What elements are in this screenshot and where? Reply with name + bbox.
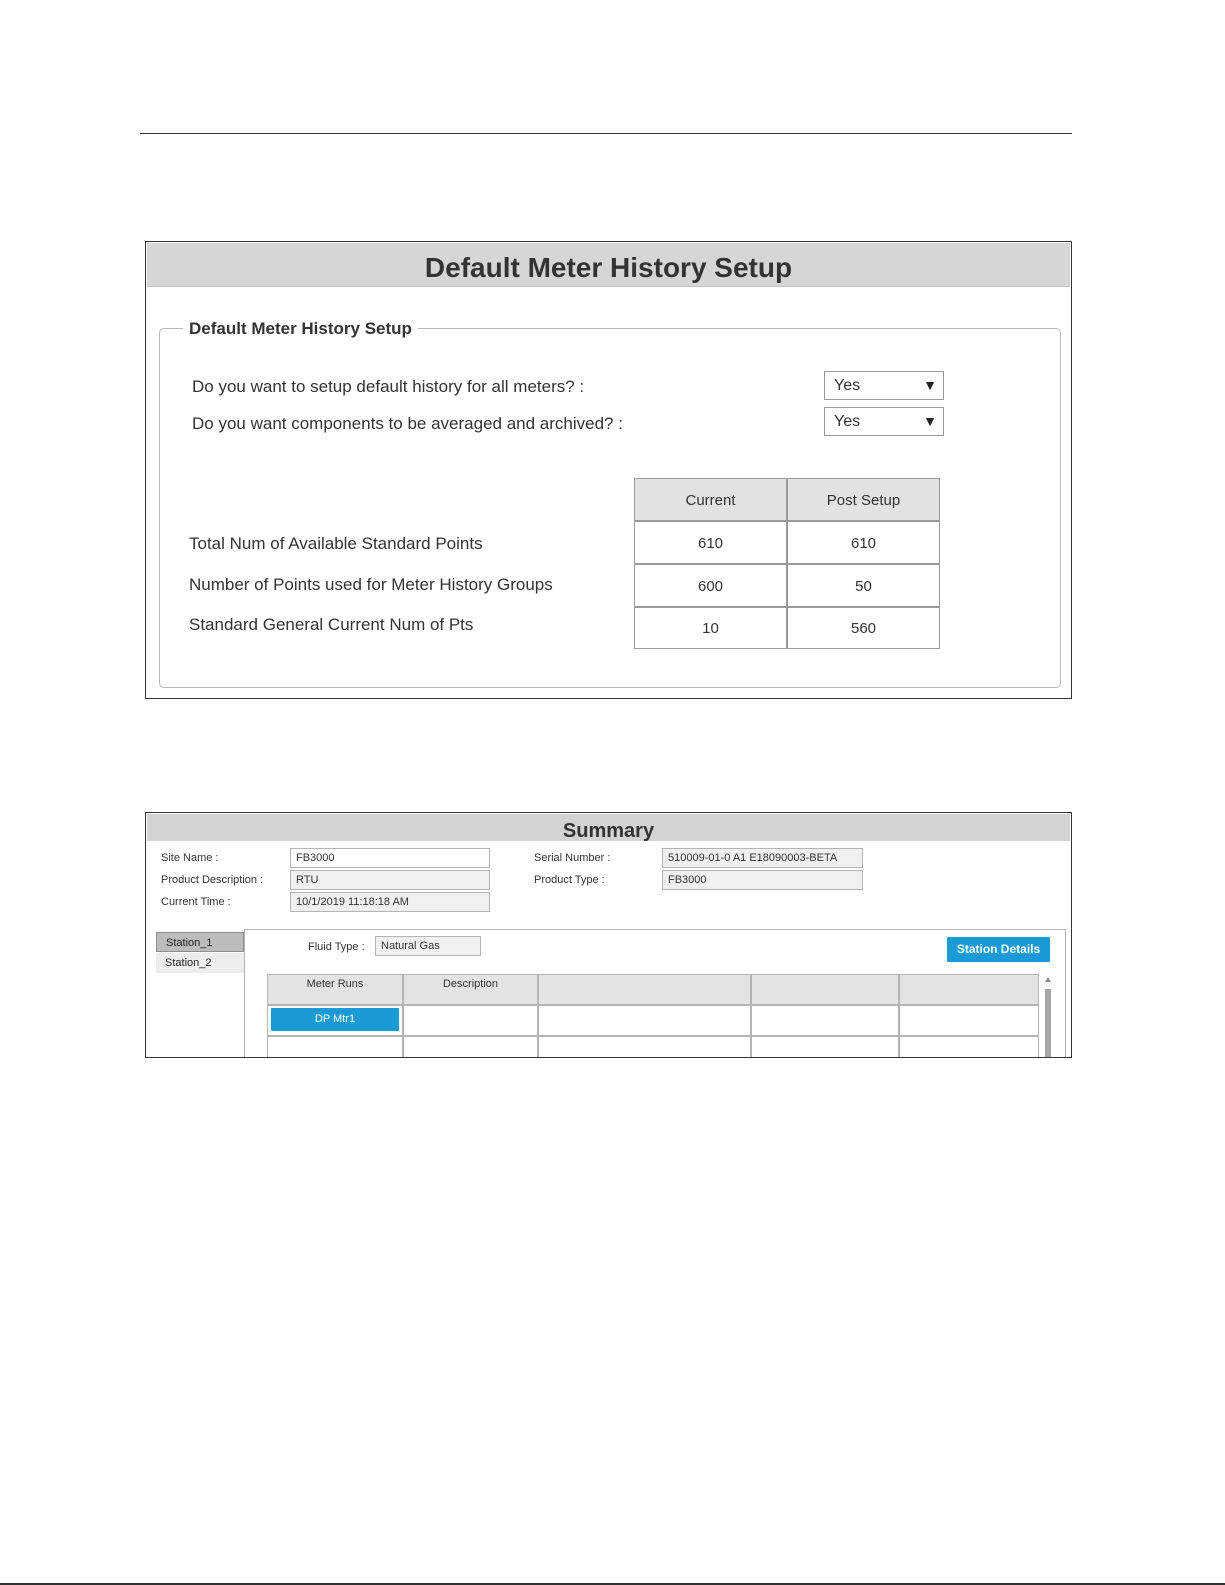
- current-time-label: Current Time :: [161, 896, 231, 908]
- scroll-up-icon[interactable]: [1044, 976, 1052, 984]
- components-averaged-select[interactable]: [824, 407, 944, 436]
- history-setup-title: Default Meter History Setup: [147, 243, 1070, 287]
- question-components-averaged: Do you want components to be averaged and archived? :: [192, 414, 623, 433]
- station-details-button[interactable]: Station Details: [947, 937, 1050, 962]
- fluid-type-label: Fluid Type :: [308, 941, 365, 953]
- summary-title: Summary: [147, 814, 1070, 841]
- default-history-select-value: Yes: [834, 377, 861, 394]
- column-header-meter-runs: Meter Runs: [267, 974, 403, 1005]
- general-points-post: 560: [787, 607, 940, 649]
- product-description-label: Product Description :: [161, 874, 264, 886]
- site-name-label: Site Name :: [161, 852, 219, 864]
- column-header-description: Description: [403, 974, 538, 1005]
- serial-number-field: 510009-01-0 A1 E18090003-BETA: [662, 848, 863, 868]
- table-row-cell: [538, 1036, 751, 1058]
- table-row-cell: [267, 1036, 403, 1058]
- column-header-current: Current: [634, 478, 787, 521]
- default-history-select[interactable]: [824, 371, 944, 400]
- history-setup-window: [145, 241, 1072, 699]
- components-averaged-select-value: Yes: [834, 413, 861, 430]
- history-group-points-current: 600: [634, 564, 787, 607]
- history-group-points-post: 50: [787, 564, 940, 607]
- table-row-cell: [751, 1036, 899, 1058]
- column-header-5: [899, 974, 1039, 1005]
- table-row-cell: [899, 1036, 1039, 1058]
- meter-run-button[interactable]: DP Mtr1: [271, 1008, 399, 1031]
- total-points-post: 610: [787, 521, 940, 564]
- tab-station-2[interactable]: Station_2: [156, 953, 244, 973]
- row-label-total-points: Total Num of Available Standard Points: [189, 534, 483, 553]
- fluid-type-field: Natural Gas: [375, 936, 481, 956]
- table-row-cell: [899, 1005, 1039, 1036]
- column-header-post-setup: Post Setup: [787, 478, 940, 521]
- table-row-cell: [751, 1005, 899, 1036]
- table-row-cell: [538, 1005, 751, 1036]
- total-points-current: 610: [634, 521, 787, 564]
- tab-station-1[interactable]: Station_1: [156, 932, 244, 952]
- product-type-label: Product Type :: [534, 874, 605, 886]
- row-label-general-points: Standard General Current Num of Pts: [189, 615, 474, 634]
- column-header-4: [751, 974, 899, 1005]
- site-name-field[interactable]: FB3000: [290, 848, 490, 868]
- chevron-down-icon: ▼: [923, 413, 937, 429]
- current-time-field: 10/1/2019 11:18:18 AM: [290, 892, 490, 912]
- question-default-history: Do you want to setup default history for all meters? :: [192, 377, 585, 396]
- vertical-scrollbar[interactable]: [1045, 989, 1051, 1058]
- table-row-cell: [403, 1036, 538, 1058]
- serial-number-label: Serial Number :: [534, 852, 611, 864]
- product-type-field: FB3000: [662, 870, 863, 890]
- general-points-current: 10: [634, 607, 787, 649]
- history-setup-group-title: Default Meter History Setup: [183, 319, 418, 339]
- chevron-down-icon: ▼: [923, 377, 937, 393]
- page-top-rule: [140, 133, 1072, 134]
- column-header-3: [538, 974, 751, 1005]
- table-row-description: [403, 1005, 538, 1036]
- summary-window: [145, 812, 1072, 1058]
- row-label-history-group-points: Number of Points used for Meter History Groups: [189, 575, 553, 594]
- product-description-field: RTU: [290, 870, 490, 890]
